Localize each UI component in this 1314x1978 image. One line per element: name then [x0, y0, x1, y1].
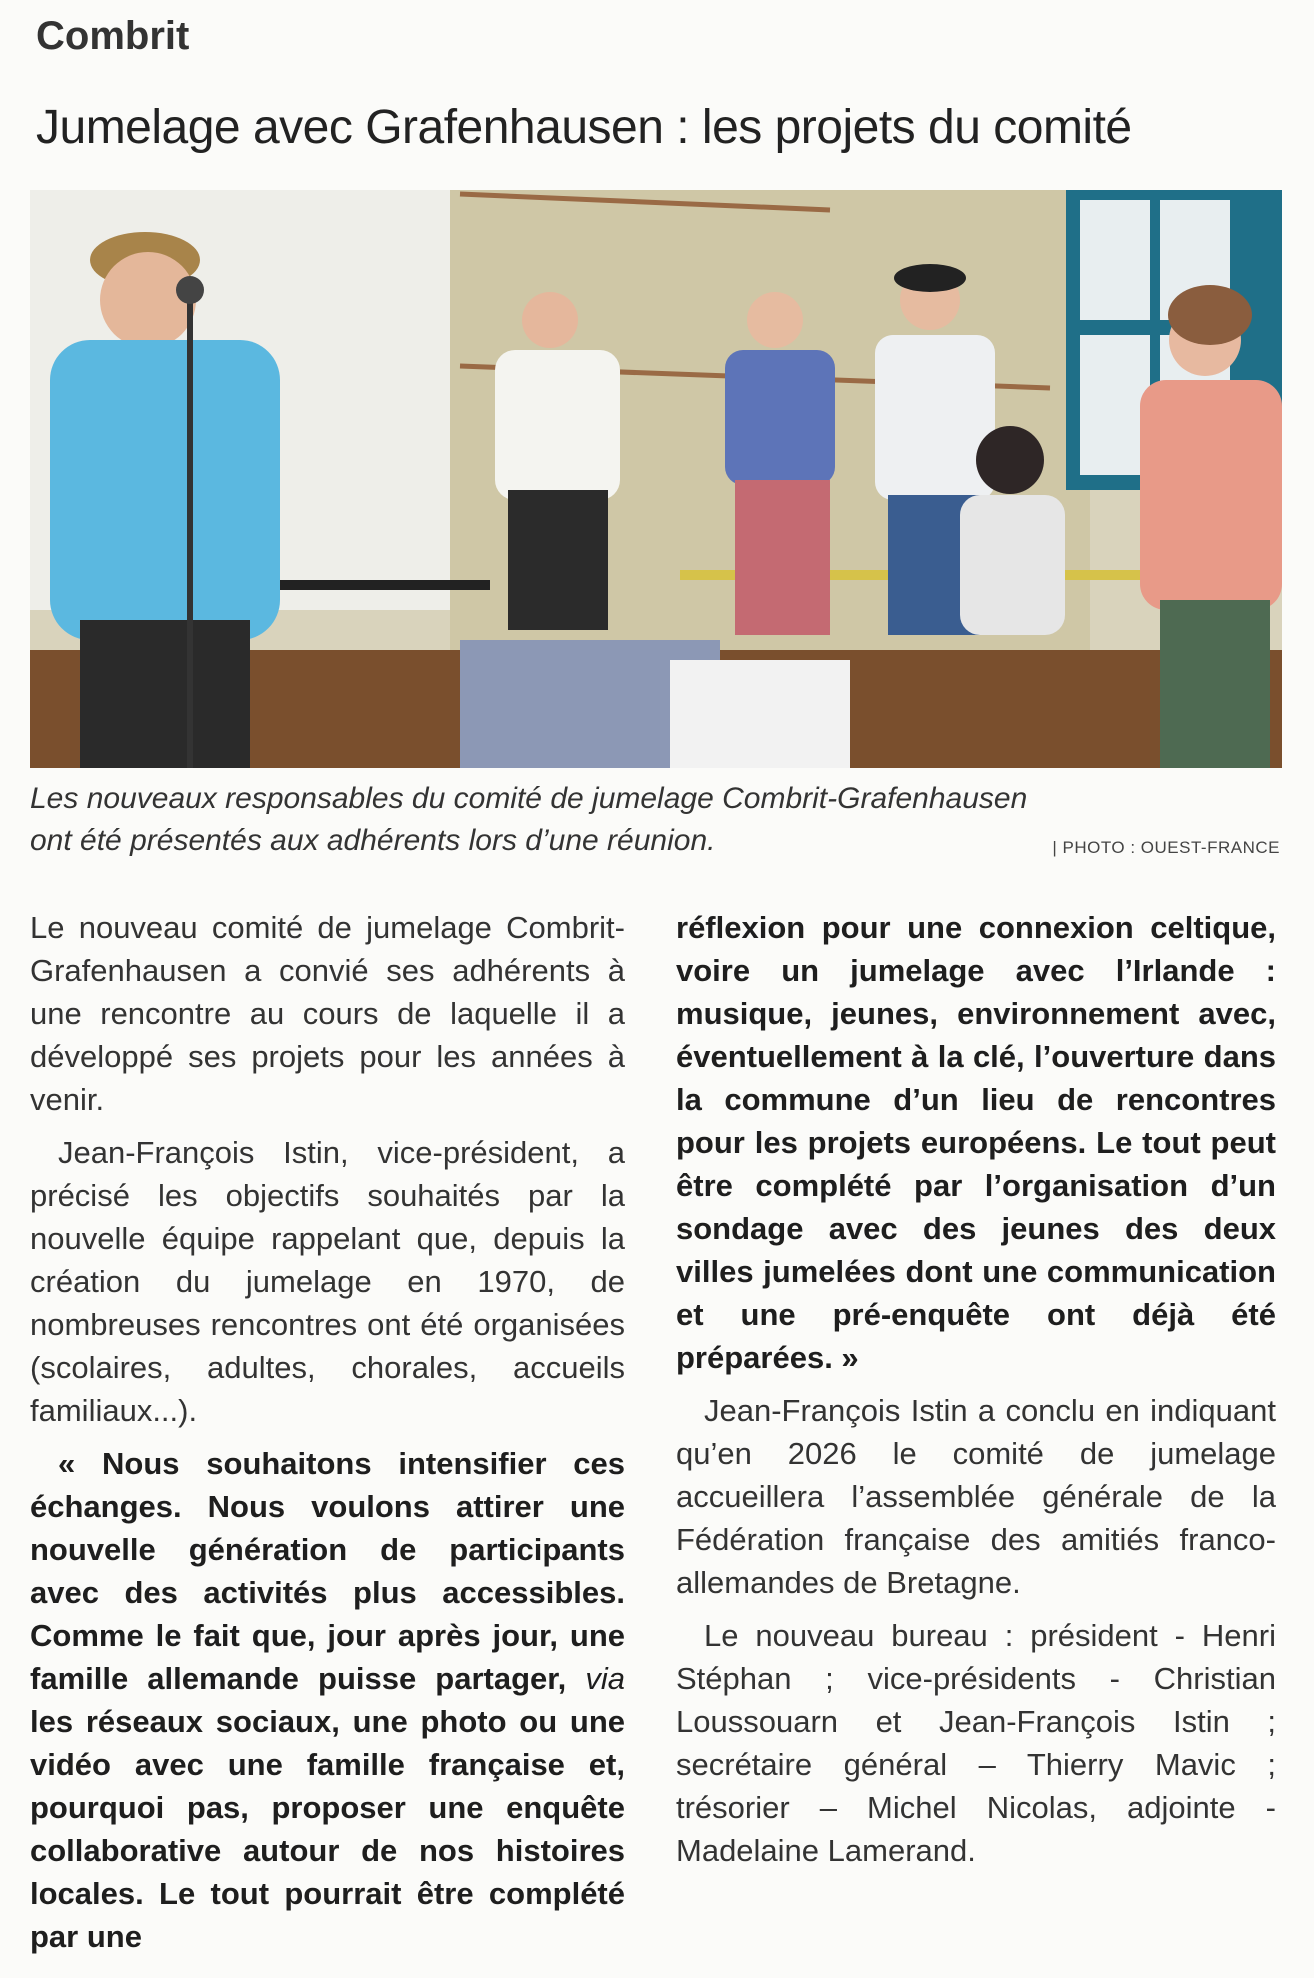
quote-via: via: [585, 1661, 625, 1696]
headline: Jumelage avec Grafenhausen : les projets du comité: [36, 101, 1132, 154]
photo-credit: | PHOTO : OUEST-FRANCE: [1052, 838, 1280, 857]
quote-text-b: les réseaux sociaux, une photo ou une vidéo avec une famille française et, pourquoi pas, proposer une enquête collaborative autour de nos histoires locales. Le tout pourrait être complété par une: [30, 1704, 625, 1954]
caption-line-2: ont été présentés aux adhérents lors d’une réunion.: [30, 824, 716, 857]
paragraph-intro: Le nouveau comité de jumelage Combrit-Grafenhausen a convié ses adhérents à une rencontre au cours de laquelle il a développé ses projets pour les années à venir.: [30, 910, 625, 1117]
quote-text-a: « Nous souhaitons intensifier ces échanges. Nous voulons attirer une nouvelle génération de participants avec des activités plus accessibles. Comme le fait que, jour après jour, une famille allemande puisse partager,: [30, 1446, 625, 1696]
article-column-left: [30, 906, 625, 1958]
article-column-right: [676, 906, 1276, 1872]
paragraph-bureau: Le nouveau bureau : président - Henri Stéphan ; vice-présidents - Christian Loussouarn et Jean-François Istin ; secrétaire général – Thierry Mavic ; trésorier – Michel Nicolas, adjointe - Madelaine Lamerand.: [676, 1618, 1276, 1868]
quote-paragraph-part-2: réflexion pour une connexion celtique, voire un jumelage avec l’Irlande : musique, jeunes, environnement avec, éventuellement à la clé, l’ouverture dans la commune d’un lieu de rencontres pour les projets européens. Le tout peut être complété par l’organisation d’un sondage avec des jeunes des deux villes jumelées dont une communication et une pré-enquête ont déjà été préparées. »: [676, 910, 1276, 1375]
paragraph-conclusion: Jean-François Istin a conclu en indiquant qu’en 2026 le comité de jumelage accueillera l’assemblée générale de la Fédération française des amitiés franco-allemandes de Bretagne.: [676, 1393, 1276, 1600]
caption-line-1: Les nouveaux responsables du comité de jumelage Combrit-Grafenhausen: [30, 782, 1028, 815]
paragraph-context: Jean-François Istin, vice-président, a précisé les objectifs souhaités par la nouvelle équipe rappelant que, depuis la création du jumelage en 1970, de nombreuses rencontres ont été organisées (scolaires, adultes, chorales, accueils familiaux...).: [30, 1135, 625, 1428]
photo-illustration: [30, 190, 1282, 768]
article-photo: [30, 190, 1282, 768]
quote-paragraph-part-1: [30, 1442, 625, 1958]
section-label: Combrit: [36, 14, 190, 58]
